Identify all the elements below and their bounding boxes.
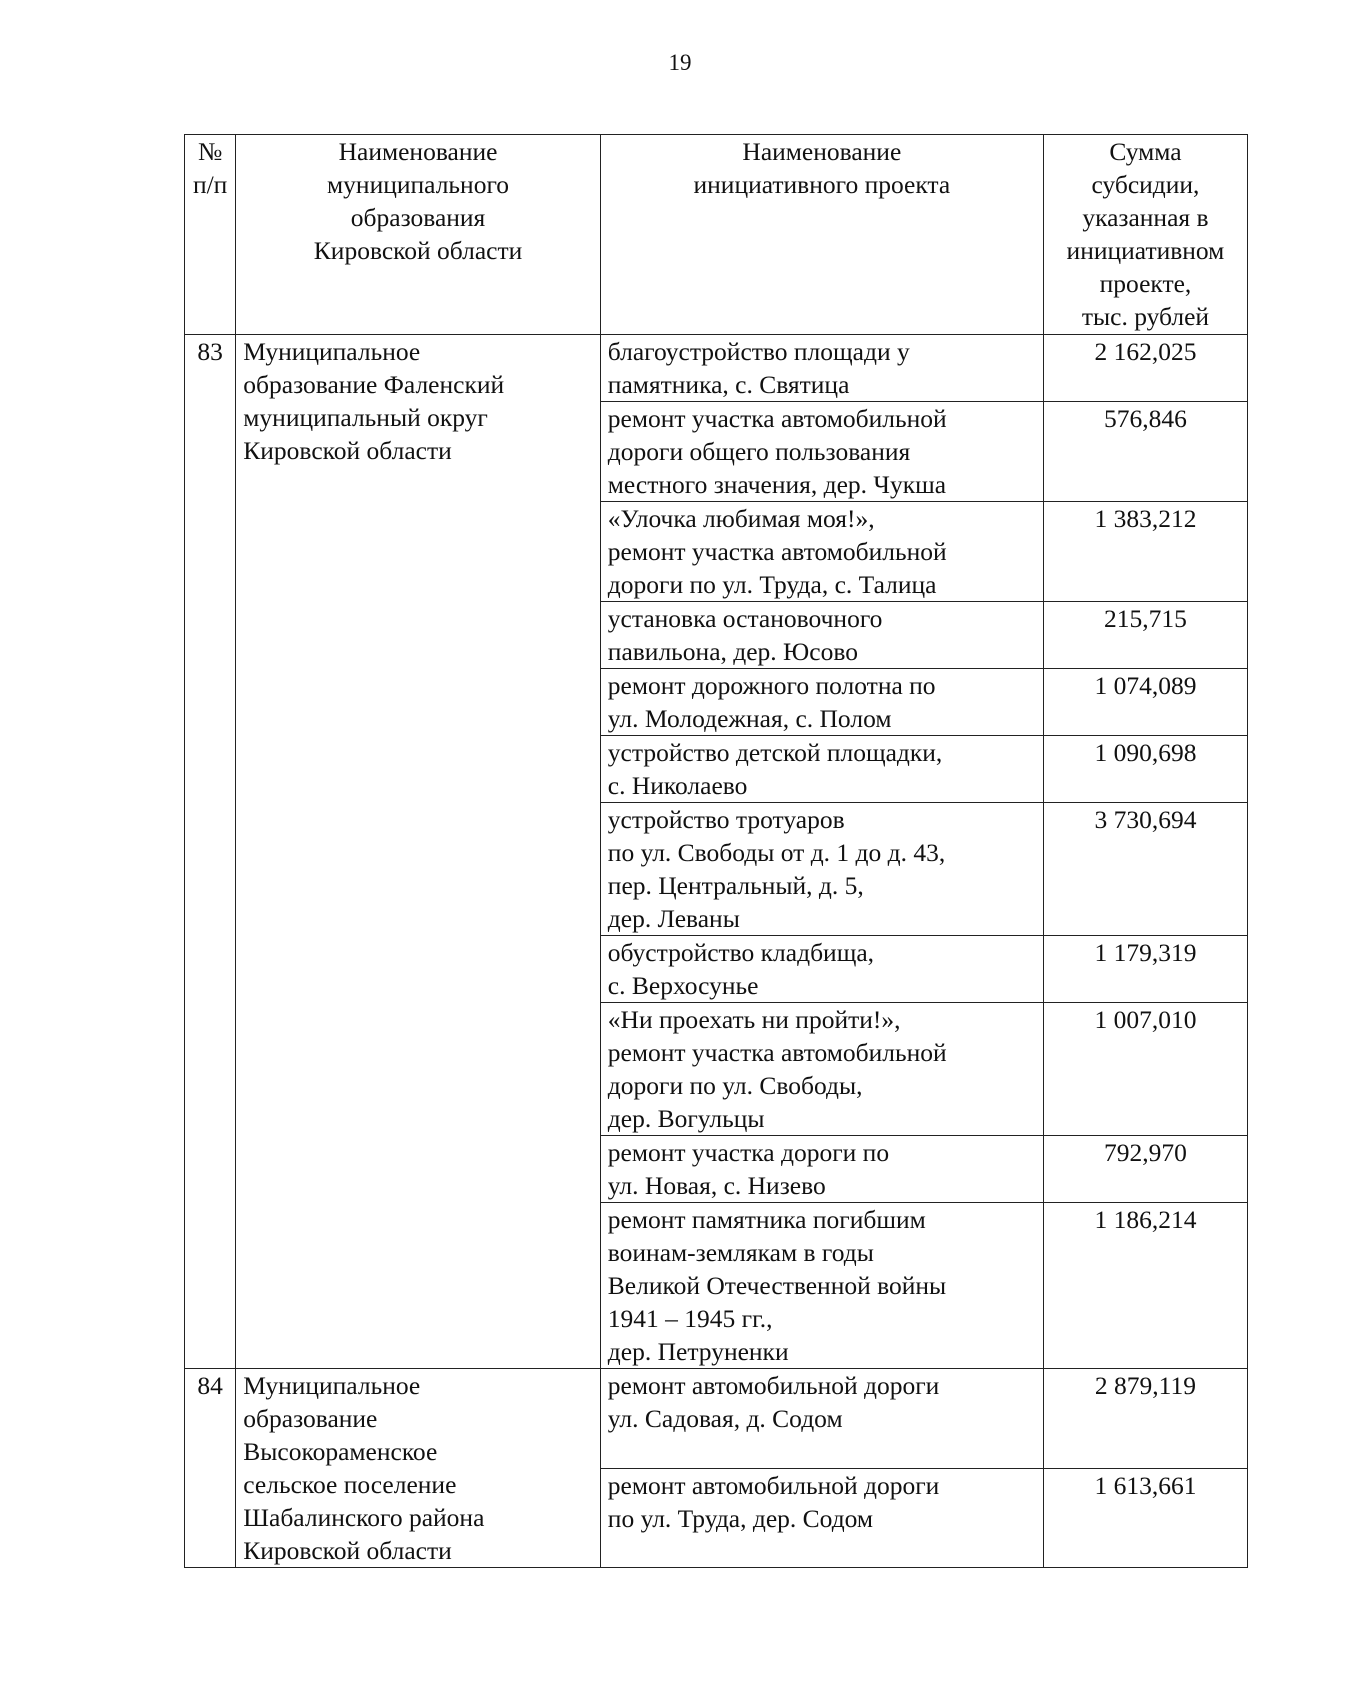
table-row <box>185 335 1248 402</box>
header-muni-line: муниципального <box>327 170 510 199</box>
project-line: дороги по ул. Свободы, <box>607 1071 863 1100</box>
row-number: 84 <box>185 1369 236 1568</box>
project-line: ремонт участка дороги по <box>607 1138 890 1167</box>
project-name <box>600 1369 1043 1469</box>
project-line: по ул. Труда, дер. Содом <box>607 1503 874 1533</box>
project-line: дороги общего пользования <box>607 437 911 466</box>
municipality-line: образование Фаленский <box>243 370 505 399</box>
project-line: местного значения, дер. Чукша <box>607 470 947 499</box>
project-line: устройство детской площадки, <box>607 738 943 767</box>
project-line: ремонт участка автомобильной <box>607 537 947 566</box>
municipality-line: Муниципальное <box>243 337 421 366</box>
header-muni-line: Наименование <box>338 137 498 166</box>
project-name <box>600 736 1043 803</box>
header-num-line: № <box>197 137 223 166</box>
project-line: 1941 – 1945 гг., <box>607 1304 773 1333</box>
header-project <box>600 135 1043 335</box>
project-line: ремонт дорожного полотна по <box>607 671 936 700</box>
project-line: дер. Петруненки <box>607 1337 789 1366</box>
header-sum-line: субсидии, <box>1091 170 1200 199</box>
municipality-line: Муниципальное <box>243 1371 421 1400</box>
municipality-line: сельское поселение <box>243 1470 457 1499</box>
project-line: воинам-землякам в годы <box>607 1238 874 1267</box>
subsidy-amount: 1 383,212 <box>1043 502 1247 602</box>
project-line: с. Николаево <box>607 771 748 800</box>
header-municipality <box>236 135 601 335</box>
subsidy-table <box>184 134 1248 1568</box>
subsidy-amount: 2 162,025 <box>1043 335 1247 402</box>
project-line: ремонт памятника погибшим <box>607 1205 926 1234</box>
header-muni-line: Кировской области <box>313 236 523 265</box>
project-line: Великой Отечественной войны <box>607 1271 947 1300</box>
municipality-line: Кировской области <box>243 436 452 465</box>
subsidy-amount: 1 613,661 <box>1043 1468 1247 1568</box>
header-num-line: п/п <box>192 170 228 199</box>
header-sum <box>1043 135 1247 335</box>
project-name <box>600 1003 1043 1136</box>
project-name <box>600 502 1043 602</box>
subsidy-amount: 3 730,694 <box>1043 803 1247 936</box>
project-line: памятника, с. Святица <box>607 370 850 399</box>
project-line: благоустройство площади у <box>607 337 910 366</box>
header-sum-line: проекте, <box>1099 269 1192 298</box>
project-name <box>600 1136 1043 1203</box>
project-name <box>600 936 1043 1003</box>
header-proj-line: инициативного проекта <box>693 170 951 199</box>
subsidy-amount: 792,970 <box>1043 1136 1247 1203</box>
project-line: павильона, дер. Юсово <box>607 637 858 666</box>
project-line: ул. Новая, с. Низево <box>607 1171 826 1200</box>
subsidy-amount: 1 090,698 <box>1043 736 1247 803</box>
project-line: «Ни проехать ни пройти!», <box>607 1005 901 1034</box>
project-line: ремонт автомобильной дороги <box>607 1371 940 1400</box>
municipality-name <box>236 1369 601 1568</box>
subsidy-amount: 215,715 <box>1043 602 1247 669</box>
project-name <box>600 602 1043 669</box>
header-sum-line: тыс. рублей <box>1081 302 1210 331</box>
project-line: ул. Садовая, д. Содом <box>607 1404 843 1433</box>
table-row <box>185 1369 1248 1469</box>
municipality-line: Шабалинского района <box>243 1503 485 1532</box>
subsidy-amount: 1 186,214 <box>1043 1203 1247 1369</box>
municipality-line: образование <box>243 1404 378 1433</box>
project-name <box>600 402 1043 502</box>
project-line: «Улочка любимая моя!», <box>607 504 875 533</box>
project-line: ремонт участка автомобильной <box>607 404 947 433</box>
row-number: 83 <box>185 335 236 1369</box>
municipality-line: Высокораменское <box>243 1437 438 1466</box>
project-line: с. Верхосунье <box>607 971 759 1000</box>
project-line: ремонт участка автомобильной <box>607 1038 947 1067</box>
project-line: дороги по ул. Труда, с. Талица <box>607 570 937 599</box>
header-sum-line: указанная в <box>1082 203 1209 232</box>
subsidy-amount: 1 074,089 <box>1043 669 1247 736</box>
project-line: обустройство кладбища, <box>607 938 875 967</box>
project-line: по ул. Свободы от д. 1 до д. 43, <box>607 838 946 867</box>
project-name <box>600 669 1043 736</box>
project-line: дер. Вогульцы <box>607 1104 765 1133</box>
project-name <box>600 1468 1043 1568</box>
project-line: пер. Центральный, д. 5, <box>607 871 864 900</box>
header-sum-line: Сумма <box>1109 137 1182 166</box>
subsidy-amount: 576,846 <box>1043 402 1247 502</box>
project-name <box>600 803 1043 936</box>
header-row <box>185 135 1248 335</box>
project-line: установка остановочного <box>607 604 883 633</box>
header-sum-line: инициативном <box>1066 236 1225 265</box>
project-line: устройство тротуаров <box>607 805 845 834</box>
project-line: ул. Молодежная, с. Полом <box>607 704 892 733</box>
header-muni-line: образования <box>350 203 486 232</box>
header-proj-line: Наименование <box>742 137 902 166</box>
table-body <box>185 335 1248 1568</box>
project-name <box>600 335 1043 402</box>
subsidy-amount: 1 179,319 <box>1043 936 1247 1003</box>
project-name <box>600 1203 1043 1369</box>
municipality-line: муниципальный округ <box>243 403 488 432</box>
subsidy-amount: 2 879,119 <box>1043 1369 1247 1469</box>
page-number: 19 <box>668 50 692 75</box>
subsidy-amount: 1 007,010 <box>1043 1003 1247 1136</box>
municipality-name <box>236 335 601 1369</box>
municipality-line: Кировской области <box>243 1536 452 1565</box>
project-line: ремонт автомобильной дороги <box>607 1470 940 1500</box>
project-line: дер. Леваны <box>607 904 740 933</box>
header-num <box>185 135 236 335</box>
